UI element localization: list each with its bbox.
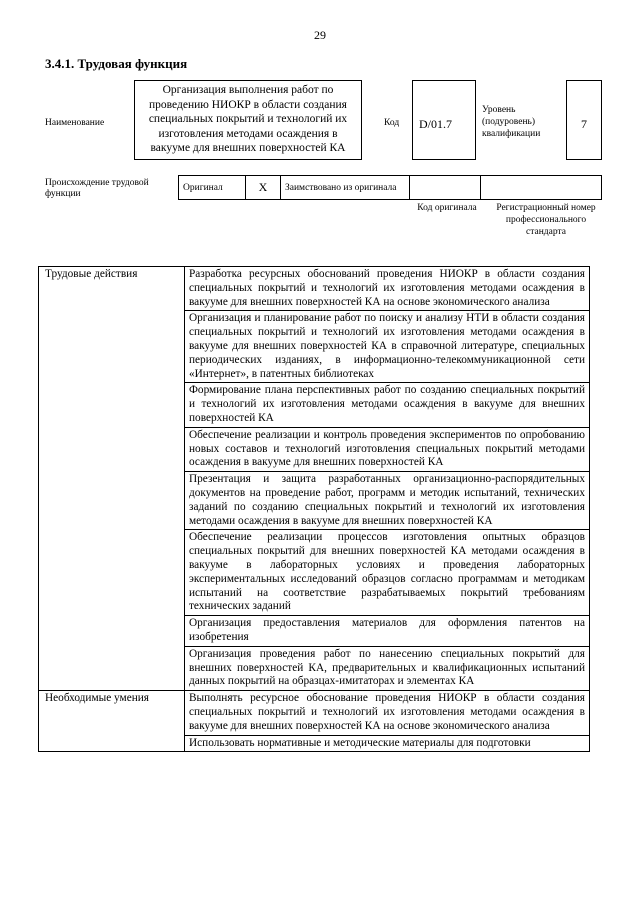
code-original-caption: Код оригинала (417, 203, 477, 213)
action-item-cell: Организация и планирование работ по поиску и анализу НТИ в области создания специальных покрытий и технологий их изготовления методами осаждения в вакууме для внешних поверхностей КА в справочной литературе, специальных периодических изданиях, в информационно-телекоммуникационной сети «Интернет», в патентных библиотеках (185, 311, 590, 383)
function-name-box: Организация выполнения работ по проведению НИОКР в области создания специальных покрытий и технологий их изготовления методами осаждения в вакууме для внешних поверхностей КА (134, 80, 362, 160)
action-item-cell: Разработка ресурсных обоснований проведения НИОКР в области создания специальных покрытий и технологий их изготовления методами осаждения в вакууме для внешних поверхностей КА на основе экономического анализа (185, 267, 590, 311)
origin-table (178, 175, 602, 200)
action-item-cell: Обеспечение реализации и контроль проведения экспериментов по опробованию новых составов и технологий изготовления специальных покрытий методами осаждения в вакууме для внешних поверхностей КА (185, 427, 590, 471)
action-item-cell: Презентация и защита разработанных организационно-распорядительных документов на проведение работ, программ и методик испытаний, технических заданий по созданию специальных покрытий и технологий их изготовления методами осаждения в вакууме для внешних поверхностей КА (185, 472, 590, 530)
code-value-box: D/01.7 (412, 80, 476, 160)
page-number: 29 (314, 28, 326, 42)
origin-label: Происхождение трудовой функции (45, 178, 149, 199)
action-item-cell: Организация проведения работ по нанесению специальных покрытий для внешних поверхностей КА, предварительных и квалификационных испытаний данных покрытий на образцах-имитаторах и элементах КА (185, 646, 590, 690)
level-label: Уровень (подуровень) квалификации (482, 105, 541, 139)
table-row (39, 691, 590, 735)
reg-number-caption: Регистрационный номер профессионального стандарта (496, 203, 596, 237)
action-item-cell: Выполнять ресурсное обоснование проведения НИОКР в области создания специальных покрытий и технологий их изготовления методами осаждения в вакууме для внешних поверхностей КА на основе экономического анализа (185, 691, 590, 735)
category-cell: Трудовые действия (39, 267, 185, 691)
action-item-cell: Организация предоставления материалов для оформления патентов на изобретения (185, 616, 590, 647)
reg-number-cell (481, 176, 602, 200)
original-mark: X (246, 176, 281, 200)
functions-table (38, 266, 590, 752)
code-label: Код (384, 118, 400, 128)
original-label: Оригинал (179, 176, 246, 200)
section-title: 3.4.1. Трудовая функция (45, 56, 188, 71)
action-item-cell: Обеспечение реализации процессов изготовления опытных образцов специальных покрытий для внешних поверхностей КА методами осаждения в вакууме в лабораторных условиях и проведения лабораторных экспериментальных исследований образцов согласно программам и методикам испытаний на соответствие разрабатываемых покрытий требованиям технических заданий (185, 530, 590, 616)
borrowed-label: Заимствовано из оригинала (281, 176, 410, 200)
action-item-cell: Использовать нормативные и методические материалы для подготовки (185, 735, 590, 752)
table-row (39, 267, 590, 311)
category-cell: Необходимые умения (39, 691, 185, 752)
name-label: Наименование (45, 118, 105, 128)
code-original-cell (410, 176, 481, 200)
level-value-box: 7 (566, 80, 602, 160)
action-item-cell: Формирование плана перспективных работ по созданию специальных покрытий и технологий их изготовления методами осаждения в вакууме для внешних поверхностей КА (185, 383, 590, 427)
